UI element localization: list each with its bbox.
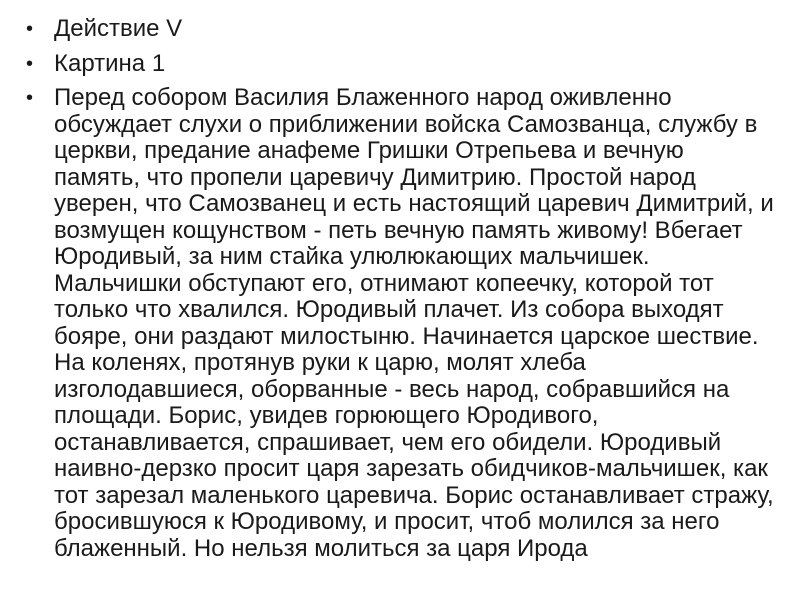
bullet-item-scene — [26, 51, 776, 78]
bullet-dot-icon: • — [26, 52, 34, 75]
bullet-item-synopsis — [26, 85, 776, 562]
bullet-item-act — [26, 16, 776, 43]
scene-title: Картина 1 — [54, 49, 166, 77]
act-title: Действие V — [54, 15, 183, 42]
bullet-dot-icon: • — [26, 18, 34, 40]
synopsis-text: Перед собором Василия Блаженного народ оживленно обсуждает слухи о приближении войска Самозванца, службу в церкви, предание анафеме Гришки Отрепьева и вечную память, что пропели царевичу Димитрию. Простой народ уверен, что Самозванец и есть настоящий царевич Димитрий, и возмущен кощунством - петь вечную память живому! Вбегает Юродивый, за ним стайка улюлюкающих мальчишек. Мальчишки обступают его, отнимают копеечку, которой тот только что хвалился. Юродивый плачет. Из собора выходят бояре, они раздают милостыню. Начинается царское шествие. На коленях, протянув руки к царю, молят хлеба изголодавшиеся, оборванные - весь народ, собравшийся на площади. Борис, увидев горюющего Юродивого, останавливается, спрашивает, чем его обидели. Юродивый наивно-дерзко просит царя зарезать обидчиков-мальчишек, как тот зарезал маленького царевича. Борис останавливает стражу, бросившуюся к Юродивому, и просит, чтоб молился за него блаженный. Но нельзя молиться за царя Ирода — [54, 84, 774, 562]
bullet-dot-icon: • — [26, 87, 34, 109]
bullet-list — [26, 16, 776, 570]
